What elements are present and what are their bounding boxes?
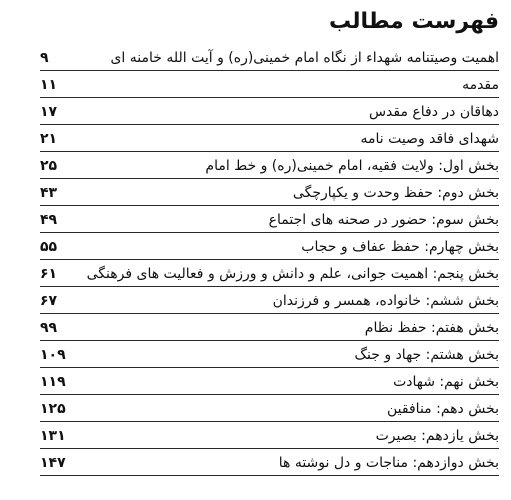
toc-entry[interactable] <box>40 395 499 422</box>
toc-entry-page-number: ۴۹ <box>40 212 58 228</box>
toc-entry-page-number: ۶۷ <box>40 293 58 309</box>
toc-entry-label: بخش سوم: حضور در صحنه های اجتماع <box>268 212 499 228</box>
toc-entry-label: بخش دوم: حفظ وحدت و یکپارچگی <box>292 185 499 201</box>
toc-entry[interactable] <box>40 233 499 260</box>
toc-entry[interactable] <box>40 422 499 449</box>
toc-entry-label: بخش یازدهم: بصیرت <box>375 428 499 444</box>
toc-entry-label: بخش دوازدهم: مناجات و دل نوشته ها <box>278 455 499 471</box>
toc-entry[interactable] <box>40 341 499 368</box>
toc-entry-page-number: ۱۰۹ <box>40 347 66 363</box>
toc-entry-page-number: ۹ <box>40 50 49 66</box>
page-title: فهرست مطالب <box>328 9 499 34</box>
toc-entry-label: بخش اول: ولایت فقیه، امام خمینی(ره) و خط امام <box>205 158 499 174</box>
toc-entry[interactable] <box>40 152 499 179</box>
toc-entry-page-number: ۲۱ <box>40 131 58 147</box>
toc-entry[interactable] <box>40 287 499 314</box>
toc-entry-label: بخش پنجم: اهمیت جوانی، علم و دانش و ورزش و فعالیت های فرهنگی <box>86 266 499 282</box>
toc-entry-page-number: ۲۵ <box>40 158 58 174</box>
toc-entry-page-number: ۹۹ <box>40 320 58 336</box>
toc-entry-label: بخش هشتم: جهاد و جنگ <box>354 347 499 363</box>
toc-entry-label: شهدای فاقد وصیت نامه <box>360 131 499 147</box>
toc-entry[interactable] <box>40 179 499 206</box>
toc-entry[interactable] <box>40 44 499 71</box>
toc-entry[interactable] <box>40 206 499 233</box>
toc-entry-label: بخش ششم: خانواده، همسر و فرزندان <box>272 293 499 309</box>
toc-entry-page-number: ۱۳۱ <box>40 428 66 444</box>
toc-entry-page-number: ۱۱۹ <box>40 374 66 390</box>
toc-entry-label: بخش هفتم: حفظ نظام <box>364 320 499 336</box>
toc-entry-page-number: ۱۷ <box>40 104 58 120</box>
toc-entry[interactable] <box>40 71 499 98</box>
toc-entry[interactable] <box>40 314 499 341</box>
toc-entry-label: بخش چهارم: حفظ عفاف و حجاب <box>301 239 499 255</box>
toc-entry-page-number: ۴۳ <box>40 185 58 201</box>
toc-entry-label: دهاقان در دفاع مقدس <box>368 104 499 120</box>
toc-entry-page-number: ۱۲۵ <box>40 401 66 417</box>
toc-entry-label: مقدمه <box>462 77 499 93</box>
toc-entry[interactable] <box>40 449 499 476</box>
toc-entry-label: اهمیت وصیتنامه شهداء از نگاه امام خمینی(ره) و آیت الله خامنه ای <box>110 50 499 66</box>
toc-entry-page-number: ۶۱ <box>40 266 58 282</box>
toc-entry-page-number: ۱۱ <box>40 77 58 93</box>
toc-entry-label: بخش نهم: شهادت <box>393 374 499 390</box>
toc-entry[interactable] <box>40 125 499 152</box>
toc-entry[interactable] <box>40 98 499 125</box>
toc-entry-page-number: ۵۵ <box>40 239 58 255</box>
toc-list <box>40 44 499 476</box>
toc-entry[interactable] <box>40 260 499 287</box>
toc-entry-page-number: ۱۴۷ <box>40 455 66 471</box>
toc-entry[interactable] <box>40 368 499 395</box>
toc-entry-label: بخش دهم: منافقین <box>387 401 499 417</box>
